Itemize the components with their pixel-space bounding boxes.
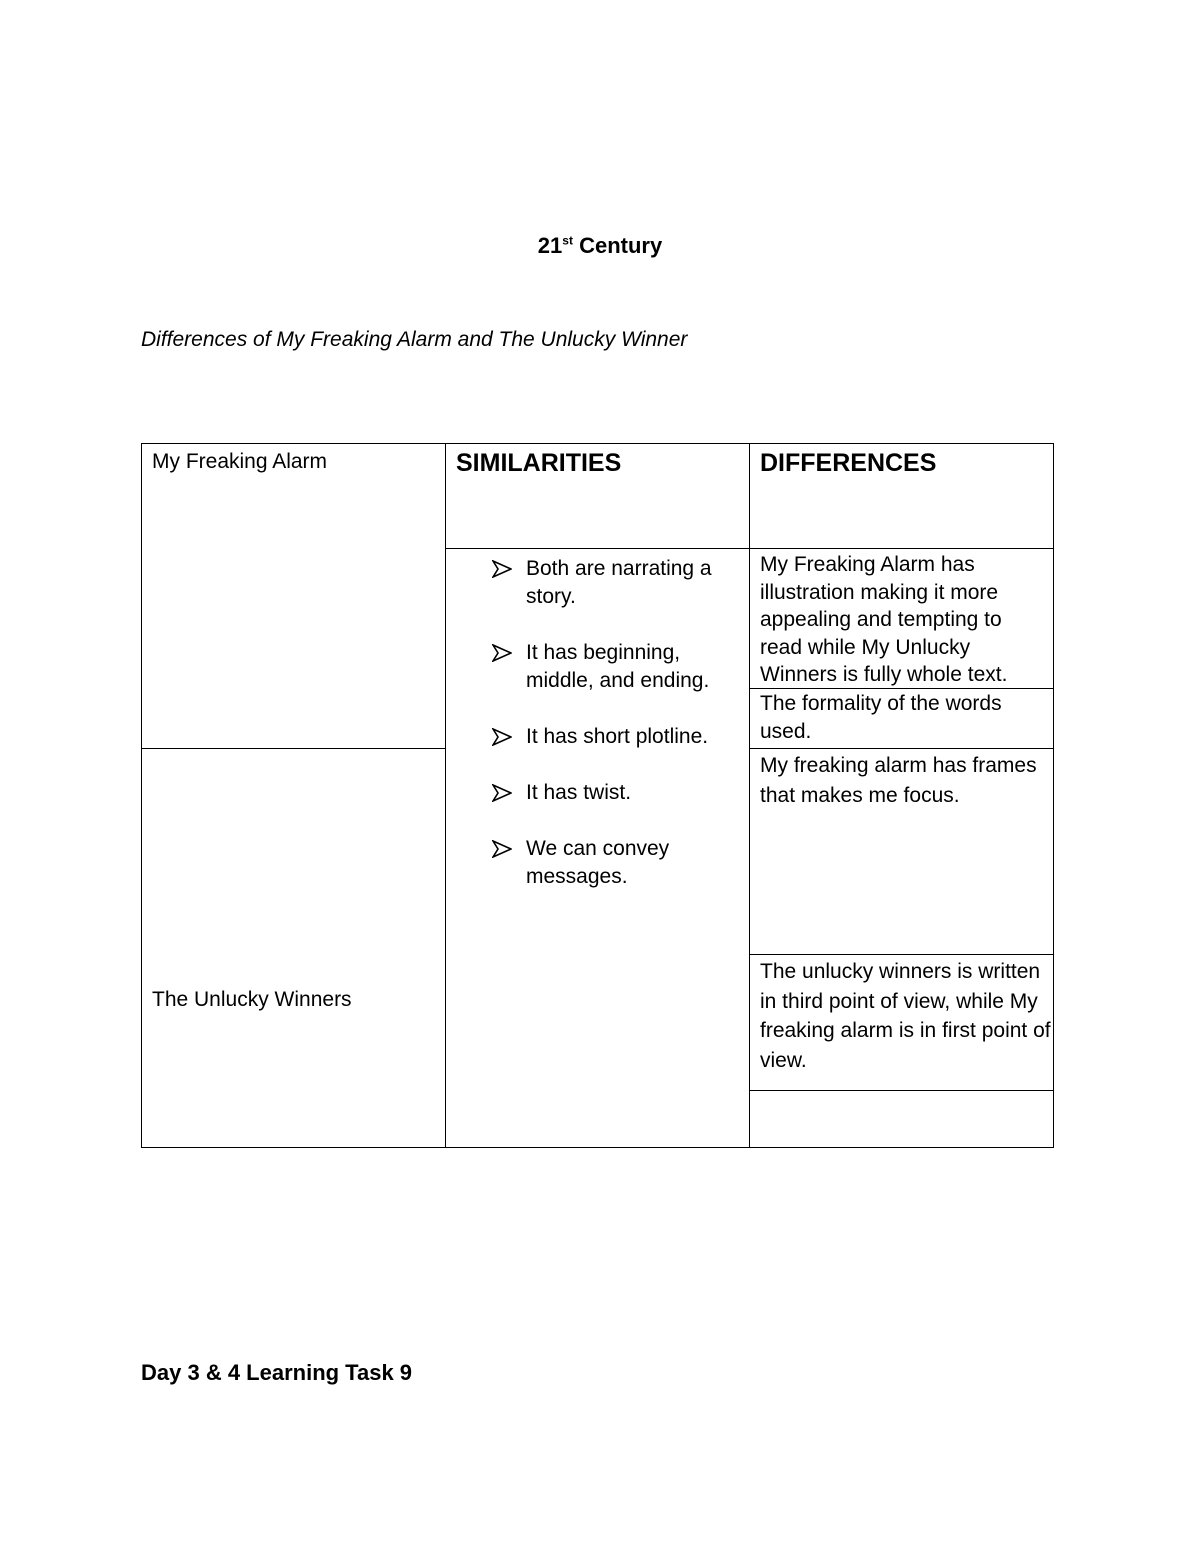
- arrowhead-bullet-icon: [492, 840, 512, 858]
- left-label-bottom: The Unlucky Winners: [152, 988, 352, 1011]
- list-item: [456, 555, 741, 611]
- difference-text: The formality of the words used.: [760, 692, 1002, 743]
- difference-cell-2: [749, 688, 1054, 749]
- left-label-top: My Freaking Alarm: [152, 450, 328, 473]
- arrowhead-bullet-icon: [492, 728, 512, 746]
- page-title: [0, 232, 1200, 260]
- similarity-text: It has twist.: [526, 781, 632, 804]
- list-item: [456, 639, 741, 695]
- arrowhead-bullet-icon: [492, 784, 512, 802]
- footer-task-label: Day 3 & 4 Learning Task 9: [141, 1360, 413, 1385]
- list-item: [456, 779, 741, 807]
- comparison-table: [141, 443, 1054, 1148]
- similarities-body-cell: [445, 548, 750, 1148]
- similarities-list: [456, 555, 741, 891]
- arrowhead-bullet-icon: [492, 644, 512, 662]
- title-number: 21: [537, 233, 563, 258]
- similarities-header: SIMILARITIES: [456, 449, 622, 477]
- similarity-text: It has short plotline.: [526, 725, 709, 748]
- similarities-header-cell: [445, 443, 750, 549]
- left-cell-top: [141, 443, 446, 749]
- difference-text: My Freaking Alarm has illustration making it more appealing and tempting to read while My Unlucky Winners is fully whole text.: [760, 553, 1008, 686]
- difference-cell-4: [749, 954, 1054, 1091]
- title-superscript: st: [562, 233, 573, 248]
- difference-cell-3: [749, 748, 1054, 955]
- list-item: [456, 835, 741, 891]
- difference-cell-1: [749, 548, 1054, 689]
- list-item: [456, 723, 741, 751]
- title-word: Century: [579, 233, 663, 258]
- difference-text: The unlucky winners is written in third point of view, while My freaking alarm is in first point of view.: [760, 960, 1051, 1072]
- document-subtitle: Differences of My Freaking Alarm and The Unlucky Winner: [141, 328, 688, 351]
- similarity-text: It has beginning, middle, and ending.: [526, 641, 710, 692]
- difference-text: My freaking alarm has frames that makes me focus.: [760, 754, 1037, 807]
- similarity-text: Both are narrating a story.: [526, 557, 712, 608]
- differences-header-cell: [749, 443, 1054, 549]
- similarity-text: We can convey messages.: [526, 837, 670, 888]
- difference-cell-5: [749, 1090, 1054, 1148]
- arrowhead-bullet-icon: [492, 560, 512, 578]
- left-cell-bottom: [141, 748, 446, 1148]
- differences-header: DIFFERENCES: [760, 449, 937, 477]
